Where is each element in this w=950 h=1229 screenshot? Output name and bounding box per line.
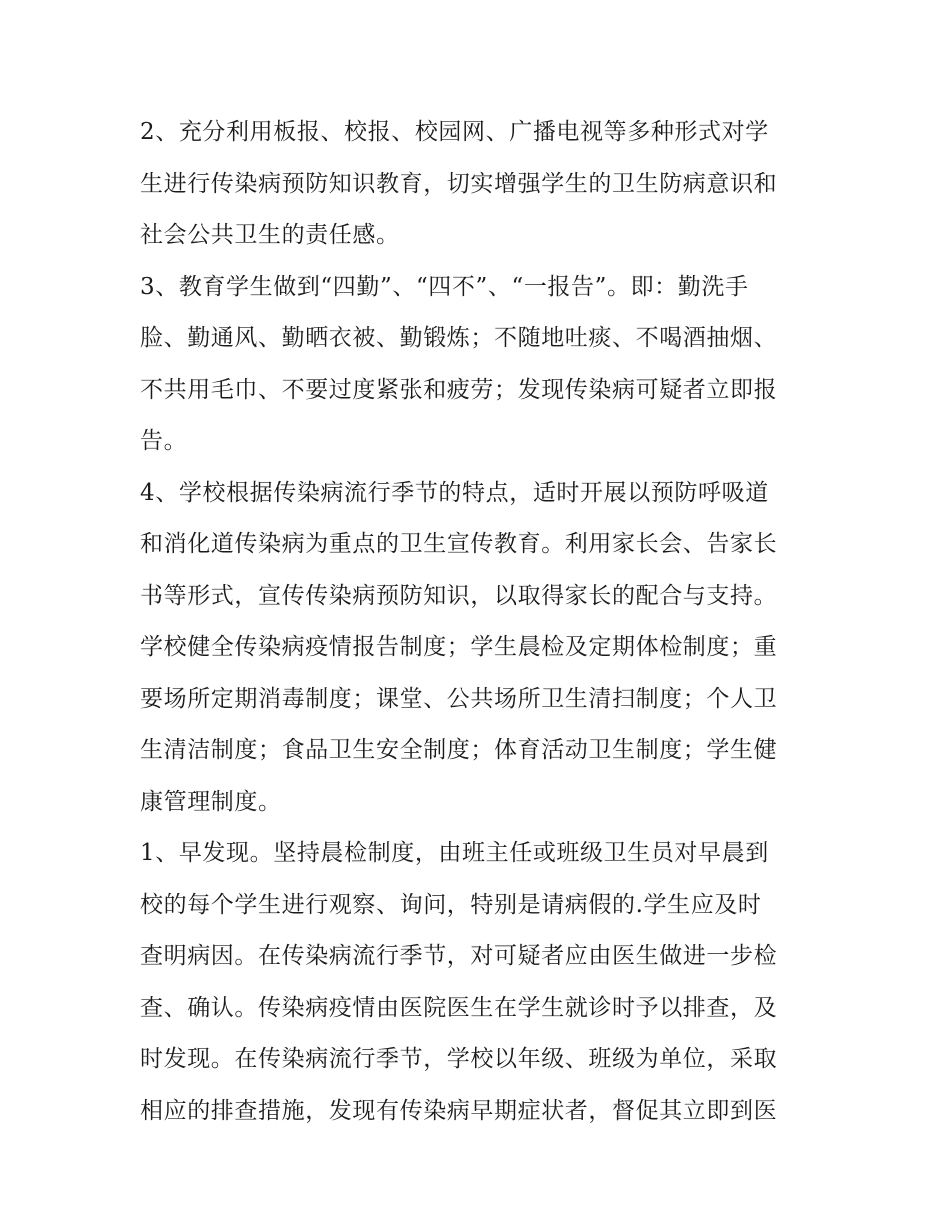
text-line: 2、充分利用板报、校报、校园网、广播电视等多种形式对学 bbox=[140, 119, 769, 145]
text-line: 告。 bbox=[140, 428, 188, 454]
text-line: 书等形式，宣传传染病预防知识，以取得家长的配合与支持。 bbox=[140, 582, 778, 609]
text-line: 社会公共卫生的责任感。 bbox=[140, 222, 400, 248]
text-line: 脸、勤通风、勤晒衣被、勤锻炼；不随地吐痰、不喝酒抽烟、 bbox=[140, 325, 778, 351]
text-line: 3、教育学生做到“四勤”、“四不”、“一报告”。即：勤洗手 bbox=[140, 273, 749, 300]
text-line: 和消化道传染病为重点的卫生宣传教育。利用家长会、告家长 bbox=[140, 531, 778, 557]
document-body bbox=[140, 107, 820, 1137]
text-line: 查、确认。传染病疫情由医院医生在学生就诊时予以排查，及 bbox=[140, 994, 778, 1021]
text-line: 要场所定期消毒制度；课堂、公共场所卫生清扫制度；个人卫 bbox=[140, 685, 778, 712]
text-line: 学校健全传染病疫情报告制度；学生晨检及定期体检制度；重 bbox=[140, 634, 778, 660]
text-line: 不共用毛巾、不要过度紧张和疲劳；发现传染病可疑者立即报 bbox=[140, 376, 778, 403]
text-line: 时发现。在传染病流行季节，学校以年级、班级为单位，采取 bbox=[140, 1046, 778, 1072]
text-line: 4、学校根据传染病流行季节的特点，适时开展以预防呼吸道 bbox=[140, 479, 769, 506]
text-line: 校的每个学生进行观察、询问，特别是请病假的.学生应及时 bbox=[140, 891, 762, 918]
text-line: 生进行传染病预防知识教育，切实增强学生的卫生防病意识和 bbox=[140, 170, 778, 197]
text-line: 1、早发现。坚持晨检制度，由班主任或班级卫生员对早晨到 bbox=[140, 840, 769, 866]
text-line: 康管理制度。 bbox=[140, 788, 282, 815]
text-line: 生清洁制度；食品卫生安全制度；体育活动卫生制度；学生健 bbox=[140, 737, 778, 763]
text-line: 相应的排查措施，发现有传染病早期症状者，督促其立即到医 bbox=[140, 1097, 778, 1124]
text-line: 查明病因。在传染病流行季节，对可疑者应由医生做进一步检 bbox=[140, 943, 778, 969]
